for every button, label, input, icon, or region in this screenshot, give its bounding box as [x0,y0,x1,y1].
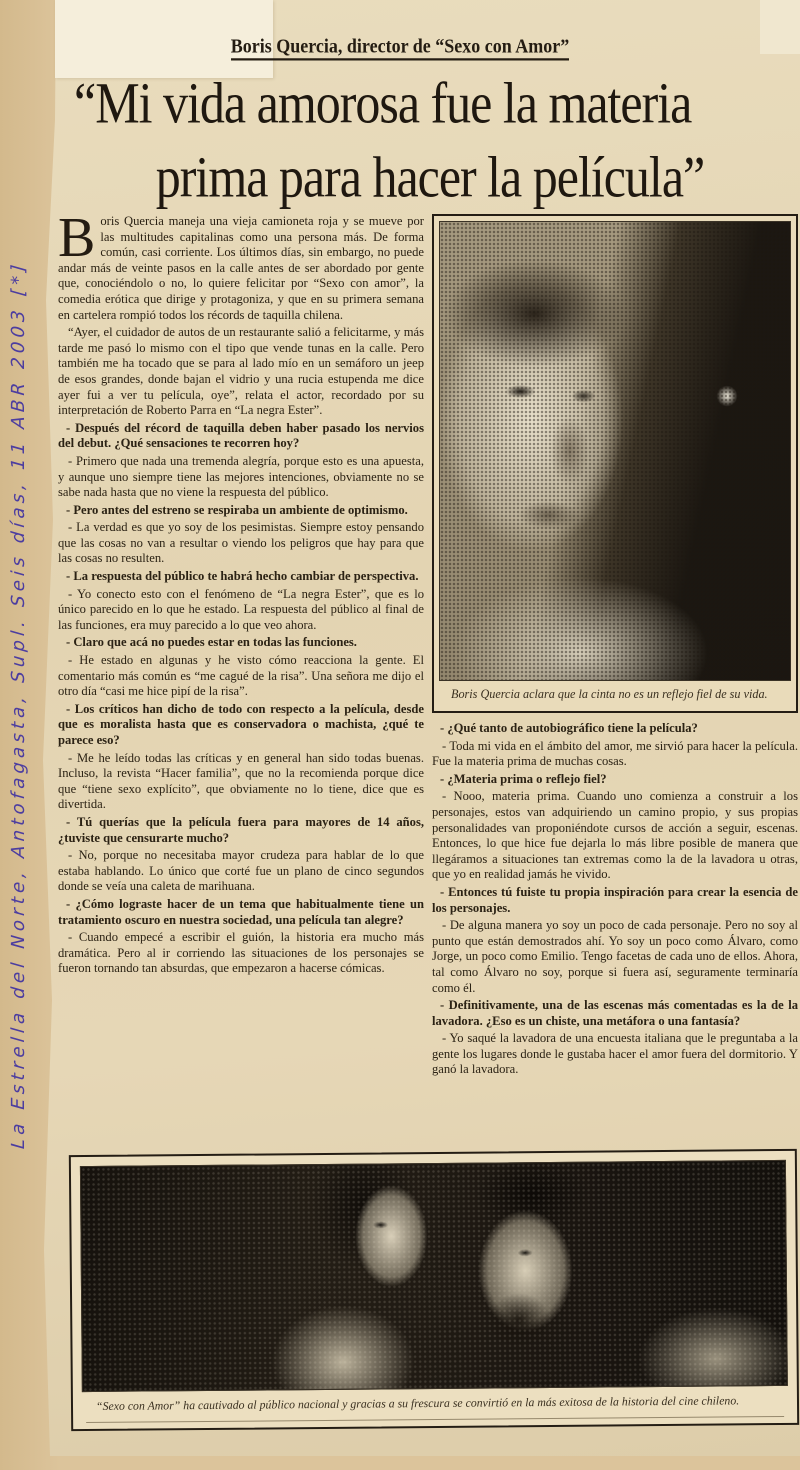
article-paragraph: - Claro que acá no puedes estar en todas las funciones. [66,635,357,650]
article-paragraph: - Definitivamente, una de las escenas más comentadas es la de la lavadora. ¿Eso es un chiste, una metáfora o una fantasía? [432,998,798,1028]
article-paragraph: Boris Quercia maneja una vieja camioneta roja y se mueve por las multitudes capitalinas como una persona más. De forma común, casi corriente. Los últimos días, sin embargo, no puede andar más de veinte pasos en la calle antes de ser abordado por gente que, conociéndolo o no, lo quiere felicitar por “Sexo con amor”, la comedia erótica que dirige y protagoniza, y que en su primera semana en cartelera rompió todos los récords de taquilla chilena. [58,207,424,322]
article-paragraph: - ¿Materia prima o reflejo fiel? [440,771,607,786]
headline-line1: “Mi vida amorosa fue la materia [74,70,692,136]
article-paragraph: - La respuesta del público te habrá hecho cambiar de perspectiva. [66,569,419,584]
portrait-caption: Boris Quercia aclara que la cinta no es un reflejo fiel de su vida. [451,687,768,701]
article-paragraph: - Toda mi vida en el ámbito del amor, me sirvió para hacer la película. Fue la materia prima de muchas cosas. [432,738,798,769]
article-paragraph: - ¿Qué tanto de autobiográfico tiene la película? [440,721,698,735]
article-paragraph: - He estado en algunas y he visto cómo reacciona la gente. El comentario más común es “me cagué de la risa”. Una señora me dijo el otro día “casi me hice pipí de la risa”. [58,653,424,699]
article-paragraph: - Después del récord de taquilla deben haber pasado los nervios del debut. ¿Qué sensaciones te recorren hoy? [58,420,424,451]
article-paragraph: - Nooo, materia prima. Cuando uno comienza a construir a los personajes, estos van adquiriendo un camino propio, y sus propias personalidades van proponiéndote cursos de acción a seguir, escenas. Entonces, lo que hice fue dejarla lo más libre posible de manera que llegáramos a situaciones tan extremas como la de la lavadora u otras, que yo en realidad jamás he vivido. [432,789,798,882]
article-paragraph: - La verdad es que yo soy de los pesimistas. Siempre estoy pensando que las cosas no van a resultar o viendo los peligros que hay para que las cosas no resulten. [58,520,424,566]
article-paragraph: - Yo saqué la lavadora de una encuesta italiana que le preguntaba a la gente los lugares donde le gustaba hacer el amor fuera del dormitorio. Y ganó la lavadora. [432,1031,798,1077]
article-paragraph: - Cuando empecé a escribir el guión, la historia era mucho más dramática. Pero al ir corriendo las situaciones de los personajes se fueron tornando tan absurdas, que empezaron a hacerse cómicas. [58,930,424,976]
portrait-figure [432,214,798,713]
article-paragraph: - Entonces tú fuiste tu propia inspiración para crear la esencia de los personajes. [432,884,798,915]
article-paragraph: - Me he leído todas las críticas y en general han sido todas buenas. Incluso, la revista “Hacer familia”, que no la recomienda porque dice que “tiene sexo explícito”, que obviamente no lo tiene, dice que es divertida. [58,750,424,812]
kicker-text: Boris Quercia, director de “Sexo con Amor” [231,35,569,61]
article-paragraph: “Ayer, el cuidador de autos de un restaurante salió a felicitarme, y más tarde me pasó lo mismo con el tipo que vende tunas en la calle. Pero también me ha tocado que se para al lado mío en un semáforo un jeep de esos grandes, donde bajan el vidrio y una rucia estupenda me dice ayer fui a ver tu película, oye”, relata el actor, recordado por su interpretación de Roberto Parra en “La negra Ester”. [58,325,424,418]
drop-cap: B [58,207,96,269]
article-paragraph: - Tú querías que la película fuera para mayores de 14 años, ¿tuviste que censurarte mucho? [58,814,424,845]
article-paragraph: - Pero antes del estreno se respiraba un ambiente de optimismo. [66,502,408,517]
article-paragraph: - Primero que nada una tremenda alegría, porque esto es una apuesta, y aunque uno siempre tiene las mejores intenciones, obviamente no se sabe nada hasta que no viene la respuesta del público. [58,453,424,500]
boris-quercia-portrait-photo [439,221,791,681]
handwritten-source-note: La Estrella del Norte, Antofagasta, Supl. Seis días, 11 ABR 2003 [*] [8,259,29,1150]
headline [60,70,800,210]
right-column-text [432,721,798,1078]
article-paragraph: - No, porque no necesitaba mayor crudeza para hablar de lo que estaba hablando. Lo único que corté fue un plano de cinco segundos donde se veía una caleta de marihuana. [58,848,424,894]
article-paragraph: - Yo conecto esto con el fenómeno de “La negra Ester”, que es lo único parecido en lo que he estado. La respuesta del público al final de las funciones, era muy parecido a lo que veo ahora. [58,586,424,632]
article-paragraph: - De alguna manera yo soy un poco de cada personaje. Pero no soy al punto que están demostrados ahí. Yo soy un poco como Álvaro, como Jorge, un poco como Emilio. Tengo facetas de cada uno de ellos. Ahora, tal como Álvaro no soy, porque si fuera así, seguramente terminaría como él. [432,918,798,995]
film-still-photo [80,1160,788,1392]
film-still-caption: “Sexo con Amor” ha cautivado al público nacional y gracias a su frescura se convirtió en la más exitosa de la historia del cine chileno. [95,1393,740,1413]
headline-line2: prima para hacer la película” [155,144,705,210]
article-left-column [58,207,424,1080]
article-right-column [432,214,798,1080]
article-paragraph: - Los críticos han dicho de todo con respecto a la película, desde que es moralista hasta que es conservadora o machista, ¿qué te parece eso? [58,701,424,747]
article-body [58,207,798,1080]
kicker [0,35,800,59]
film-still-figure [69,1149,799,1431]
article-paragraph: - ¿Cómo lograste hacer de un tema que habitualmente tiene un tratamiento oscuro en nuestra sociedad, una película tan alegre? [58,896,424,927]
